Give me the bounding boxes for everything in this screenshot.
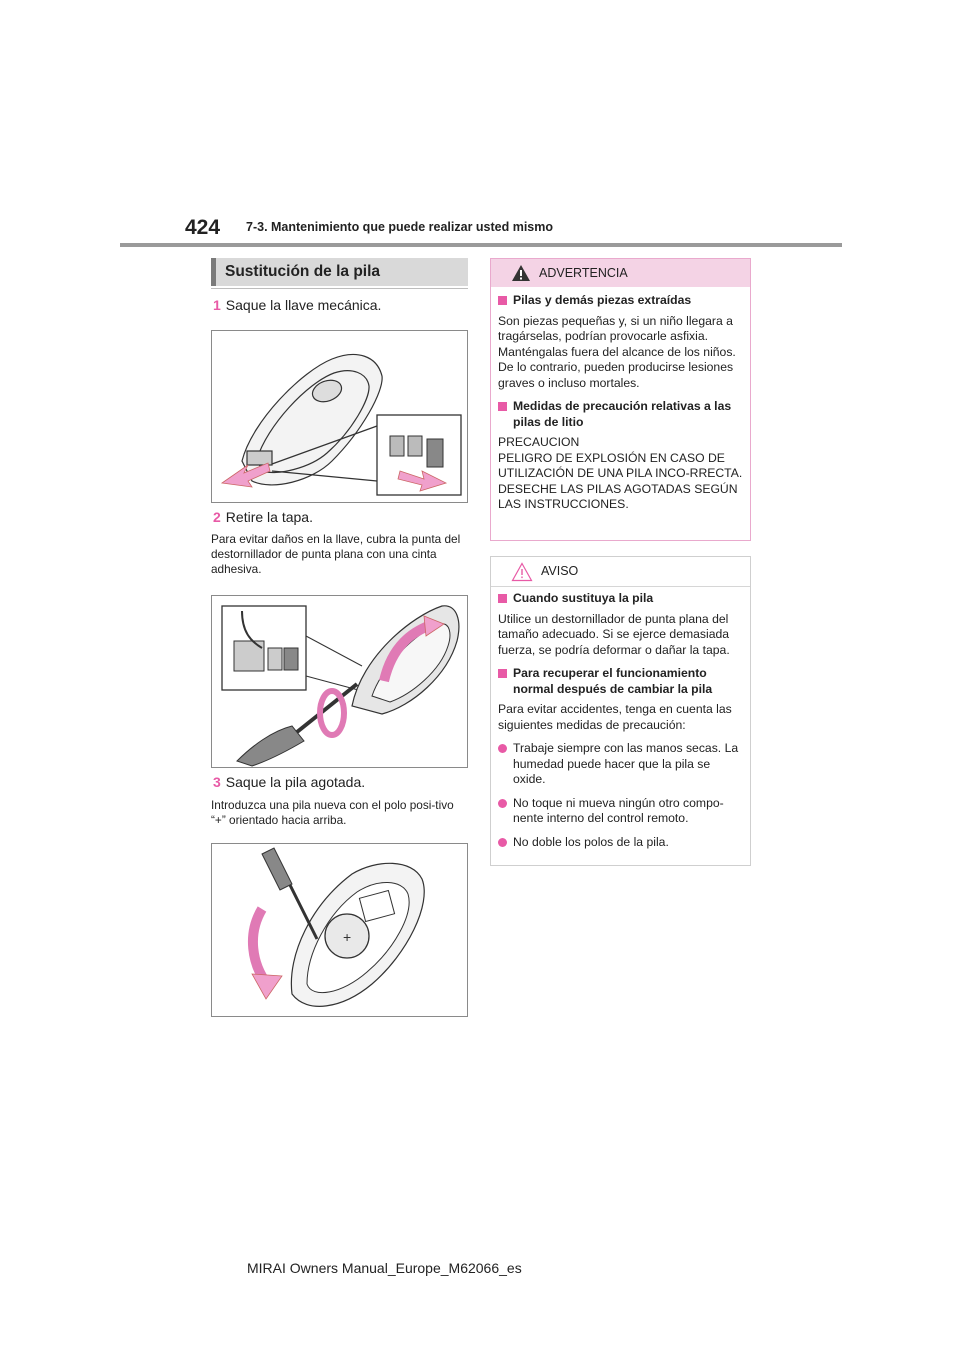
notice-item-text: Para evitar accidentes, tenga en cuenta las siguientes medidas de precaución: bbox=[498, 702, 732, 732]
step-3-note: Introduzca una pila nueva con el polo posi-tivo “+” orientado hacia arriba. bbox=[211, 798, 454, 827]
step-1 bbox=[213, 297, 381, 313]
notice-header bbox=[491, 557, 750, 587]
step-number: 2 bbox=[213, 509, 221, 525]
footer-manual-name: MIRAI Owners Manual_Europe_M62066_es bbox=[247, 1260, 522, 1276]
notice-item-heading: Cuando sustituya la pila bbox=[498, 591, 744, 607]
figure-remove-cover bbox=[211, 595, 468, 768]
round-bullet-icon bbox=[498, 838, 507, 847]
step-number: 1 bbox=[213, 297, 221, 313]
notice-bullet: No doble los polos de la pila. bbox=[498, 835, 744, 851]
key-fob-illustration bbox=[212, 331, 467, 502]
warning-item-text: PRECAUCION PELIGRO DE EXPLOSIÓN EN CASO DE UTILIZACIÓN DE UNA PILA INCO-RRECTA. DESECHE LAS PILAS AGOTADAS SEGÚN LAS INSTRUCCIONES. bbox=[498, 435, 743, 511]
header-rule bbox=[120, 243, 842, 247]
warning-triangle-icon bbox=[511, 264, 531, 282]
round-bullet-icon bbox=[498, 799, 507, 808]
step-2-note: Para evitar daños en la llave, cubra la punta del destornillador de punta plana con una cinta adhesiva. bbox=[211, 532, 461, 576]
notice-box bbox=[490, 556, 751, 866]
battery-plus-symbol: + bbox=[343, 929, 352, 945]
warning-item-heading: Medidas de precaución relativas a las pilas de litio bbox=[498, 399, 744, 430]
warning-box bbox=[490, 258, 751, 541]
screwdriver-illustration bbox=[212, 596, 467, 767]
square-bullet-icon bbox=[498, 402, 507, 411]
section-title bbox=[211, 258, 468, 286]
warning-label: ADVERTENCIA bbox=[539, 266, 628, 280]
step-2 bbox=[213, 509, 313, 525]
step-text: Retire la tapa. bbox=[225, 509, 313, 525]
section-title-text: Sustitución de la pila bbox=[225, 263, 381, 280]
round-bullet-icon bbox=[498, 744, 507, 753]
section-header: 7-3. Mantenimiento que puede realizar usted mismo bbox=[246, 220, 554, 234]
page-number: 424 bbox=[185, 216, 221, 239]
warning-header bbox=[491, 259, 750, 287]
notice-bullet: Trabaje siempre con las manos secas. La humedad puede hacer que la pila se oxide. bbox=[498, 741, 744, 788]
caution-triangle-icon bbox=[511, 562, 533, 582]
square-bullet-icon bbox=[498, 296, 507, 305]
notice-body bbox=[498, 591, 744, 850]
figure-remove-battery bbox=[211, 843, 468, 1017]
warning-item-heading: Pilas y demás piezas extraídas bbox=[498, 293, 744, 309]
notice-label: AVISO bbox=[541, 564, 579, 578]
notice-item-heading: Para recuperar el funcionamiento normal después de cambiar la pila bbox=[498, 666, 744, 697]
square-bullet-icon bbox=[498, 669, 507, 678]
warning-item-text: Son piezas pequeñas y, si un niño llegara a tragárselas, podrían provocarle asfixia. Manténgalas fuera del alcance de los niños. De lo contrario, pueden producirse lesiones graves o incluso mortales. bbox=[498, 313, 736, 390]
notice-item-text: Utilice un destornillador de punta plana del tamaño adecuado. Si se ejerce demasiada fuerza, se podría deformar o dañar la tapa. bbox=[498, 611, 730, 657]
step-text: Saque la llave mecánica. bbox=[225, 297, 382, 313]
square-bullet-icon bbox=[498, 594, 507, 603]
battery-illustration bbox=[212, 844, 467, 1016]
warning-body bbox=[498, 293, 744, 513]
step-text: Saque la pila agotada. bbox=[225, 774, 366, 790]
section-title-rule bbox=[211, 288, 468, 289]
figure-remove-key bbox=[211, 330, 468, 503]
notice-bullet: No toque ni mueva ningún otro compo-nente interno del control remoto. bbox=[498, 796, 744, 827]
step-number: 3 bbox=[213, 774, 221, 790]
step-3 bbox=[213, 774, 365, 790]
